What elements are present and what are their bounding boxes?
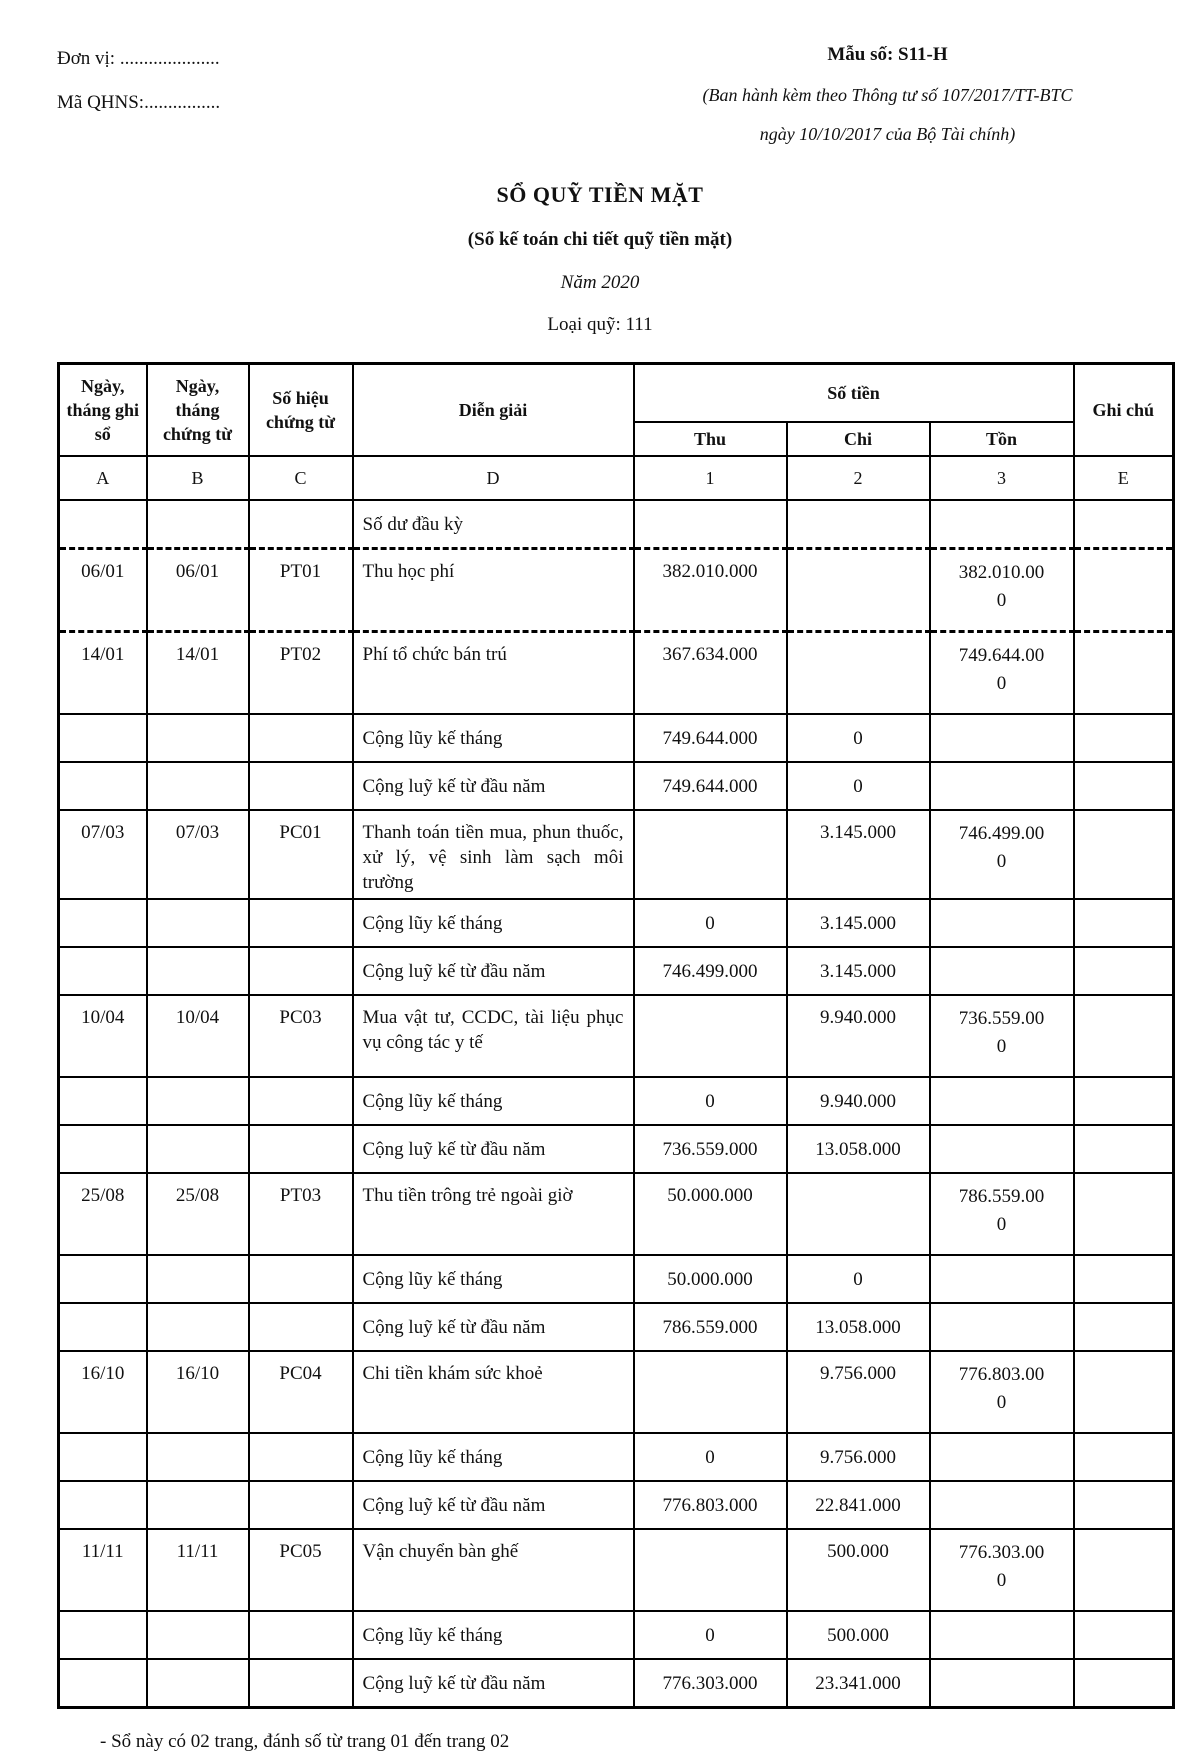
cell-ghi-chu [1074,1255,1174,1303]
cell-so-hieu [249,1433,353,1481]
cell-ton [930,1611,1074,1659]
table-row [59,1659,1174,1708]
cell-ton [930,1077,1074,1125]
table-row [59,549,1174,632]
table-row [59,500,1174,549]
header-chi: Chi [787,422,930,456]
table-head [59,364,1174,501]
column-letter: B [147,456,249,500]
cell-ton: 382.010.000 [930,549,1074,632]
cell-thu: 50.000.000 [634,1173,787,1255]
cell-ngay-chung-tu [147,500,249,549]
cell-thu: 367.634.000 [634,632,787,715]
table-row [59,899,1174,947]
cell-so-hieu [249,1077,353,1125]
column-letter: 2 [787,456,930,500]
cell-ngay-ghi-so [59,1611,147,1659]
cell-dien-giai: Số dư đầu kỳ [353,500,634,549]
cell-thu: 382.010.000 [634,549,787,632]
table-row [59,1611,1174,1659]
cell-chi: 500.000 [787,1529,930,1611]
cell-dien-giai: Cộng lũy kế tháng [353,1077,634,1125]
cell-ngay-ghi-so: 07/03 [59,810,147,899]
cell-ghi-chu [1074,1433,1174,1481]
cell-ton [930,714,1074,762]
column-letter: C [249,456,353,500]
cell-ghi-chu [1074,549,1174,632]
cell-ghi-chu [1074,1125,1174,1173]
cell-dien-giai: Thu học phí [353,549,634,632]
cell-ngay-chung-tu [147,1611,249,1659]
cell-ghi-chu [1074,1529,1174,1611]
cell-dien-giai: Mua vật tư, CCDC, tài liệu phục vụ công tác y tế [353,995,634,1077]
issued-line-1: (Ban hành kèm theo Thông tư số 107/2017/TT-BTC [702,85,1073,105]
header-date-document: Ngày, tháng chứng từ [147,364,249,457]
cell-ghi-chu [1074,632,1174,715]
page-title: SỔ QUỸ TIỀN MẶT [496,182,704,207]
cell-ton [930,947,1074,995]
cell-ngay-chung-tu [147,1659,249,1708]
cell-chi [787,632,930,715]
cell-ngay-ghi-so [59,1481,147,1529]
cell-chi: 13.058.000 [787,1125,930,1173]
cell-dien-giai: Cộng lũy kế tháng [353,1611,634,1659]
cell-so-hieu: PC01 [249,810,353,899]
cell-ngay-chung-tu [147,1433,249,1481]
cell-ngay-ghi-so [59,714,147,762]
table-row [59,1173,1174,1255]
cell-ghi-chu [1074,762,1174,810]
cell-so-hieu: PC05 [249,1529,353,1611]
cell-chi: 9.940.000 [787,995,930,1077]
cell-dien-giai: Cộng luỹ kế từ đầu năm [353,1659,634,1708]
cell-ton [930,500,1074,549]
cell-ton: 749.644.000 [930,632,1074,715]
title-block [0,182,1200,336]
cell-ton [930,1659,1074,1708]
cell-ngay-chung-tu [147,1303,249,1351]
cell-so-hieu [249,1125,353,1173]
cell-ngay-ghi-so: 16/10 [59,1351,147,1433]
header-date-recorded: Ngày, tháng ghi sổ [59,364,147,457]
cell-ngay-ghi-so [59,1125,147,1173]
cell-chi: 500.000 [787,1611,930,1659]
cell-ngay-chung-tu [147,1481,249,1529]
table-row [59,1351,1174,1433]
cell-ngay-ghi-so: 10/04 [59,995,147,1077]
cell-chi: 9.756.000 [787,1433,930,1481]
table-row [59,1303,1174,1351]
table-row [59,995,1174,1077]
issued-line-2: ngày 10/10/2017 của Bộ Tài chính) [759,124,1016,144]
cell-thu: 0 [634,1433,787,1481]
cell-ngay-ghi-so [59,1433,147,1481]
header-thu: Thu [634,422,787,456]
cell-ghi-chu [1074,1303,1174,1351]
cell-ngay-ghi-so [59,1255,147,1303]
cell-ghi-chu [1074,810,1174,899]
cell-ngay-chung-tu: 10/04 [147,995,249,1077]
table-row [59,810,1174,899]
table-row [59,1529,1174,1611]
cell-thu: 50.000.000 [634,1255,787,1303]
cell-ngay-ghi-so [59,1659,147,1708]
cell-ngay-ghi-so: 25/08 [59,1173,147,1255]
cell-chi: 0 [787,714,930,762]
cell-chi: 13.058.000 [787,1303,930,1351]
cell-dien-giai: Cộng luỹ kế từ đầu năm [353,1125,634,1173]
cell-thu: 776.303.000 [634,1659,787,1708]
column-letter: A [59,456,147,500]
cell-so-hieu [249,1611,353,1659]
org-block [57,48,220,136]
cell-ngay-chung-tu [147,1125,249,1173]
cell-ngay-chung-tu [147,947,249,995]
fund-type-label: Loại quỹ: 111 [547,314,653,335]
cell-dien-giai: Cộng lũy kế tháng [353,1433,634,1481]
cell-ghi-chu [1074,1481,1174,1529]
cell-ghi-chu [1074,1611,1174,1659]
cell-ngay-chung-tu: 16/10 [147,1351,249,1433]
cell-ngay-ghi-so [59,1077,147,1125]
cell-ton: 786.559.000 [930,1173,1074,1255]
cell-ton [930,1125,1074,1173]
cell-ngay-ghi-so [59,899,147,947]
column-letter: D [353,456,634,500]
cell-ghi-chu [1074,1077,1174,1125]
cell-so-hieu: PT02 [249,632,353,715]
cell-dien-giai: Cộng lũy kế tháng [353,1255,634,1303]
cell-ton: 736.559.000 [930,995,1074,1077]
cell-so-hieu: PT03 [249,1173,353,1255]
cell-thu: 0 [634,1077,787,1125]
form-block [640,44,1135,163]
cell-so-hieu [249,947,353,995]
cell-thu: 749.644.000 [634,714,787,762]
cell-chi: 0 [787,1255,930,1303]
cell-chi: 22.841.000 [787,1481,930,1529]
unit-label: Đơn vị: ..................... [57,48,220,69]
header-amount-group: Số tiền [634,364,1074,423]
cell-dien-giai: Vận chuyển bàn ghế [353,1529,634,1611]
cell-thu: 786.559.000 [634,1303,787,1351]
table-row [59,1077,1174,1125]
cell-ton [930,1433,1074,1481]
cell-dien-giai: Cộng luỹ kế từ đầu năm [353,1481,634,1529]
column-letter: 1 [634,456,787,500]
cell-ton: 746.499.000 [930,810,1074,899]
cell-so-hieu [249,1659,353,1708]
cell-chi: 3.145.000 [787,810,930,899]
cell-ngay-ghi-so: 06/01 [59,549,147,632]
cell-so-hieu [249,714,353,762]
cell-thu [634,1529,787,1611]
cell-chi [787,500,930,549]
cell-thu: 0 [634,899,787,947]
cell-ton [930,1255,1074,1303]
cell-ngay-ghi-so: 14/01 [59,632,147,715]
cell-dien-giai: Cộng luỹ kế từ đầu năm [353,762,634,810]
cash-ledger-table [57,362,1175,1709]
document-header [0,0,1200,168]
header-note: Ghi chú [1074,364,1174,457]
table-row [59,1433,1174,1481]
cell-ngay-chung-tu [147,1077,249,1125]
cell-dien-giai: Cộng lũy kế tháng [353,714,634,762]
cell-chi: 9.756.000 [787,1351,930,1433]
cell-ngay-ghi-so [59,947,147,995]
cell-ngay-chung-tu [147,899,249,947]
table-row [59,947,1174,995]
cell-dien-giai: Thanh toán tiền mua, phun thuốc, xử lý, vệ sinh làm sạch môi trường [353,810,634,899]
cell-thu: 776.803.000 [634,1481,787,1529]
cell-ghi-chu [1074,1173,1174,1255]
cell-so-hieu: PT01 [249,549,353,632]
cell-ghi-chu [1074,500,1174,549]
cell-thu [634,500,787,549]
cell-ngay-chung-tu [147,762,249,810]
form-number: Mẫu số: S11-H [827,44,948,65]
cell-thu: 746.499.000 [634,947,787,995]
cell-ngay-chung-tu: 25/08 [147,1173,249,1255]
cell-so-hieu [249,1481,353,1529]
cell-ghi-chu [1074,1659,1174,1708]
cell-ngay-chung-tu: 14/01 [147,632,249,715]
cell-ngay-chung-tu [147,714,249,762]
column-letter: E [1074,456,1174,500]
cell-ngay-chung-tu: 06/01 [147,549,249,632]
cell-thu [634,995,787,1077]
cell-thu: 749.644.000 [634,762,787,810]
cell-ngay-chung-tu: 07/03 [147,810,249,899]
cell-so-hieu [249,500,353,549]
cell-dien-giai: Thu tiền trông trẻ ngoài giờ [353,1173,634,1255]
cell-chi [787,549,930,632]
table-row [59,632,1174,715]
cell-ton [930,1481,1074,1529]
cell-ghi-chu [1074,899,1174,947]
cell-ngay-ghi-so: 11/11 [59,1529,147,1611]
year-label: Năm 2020 [560,272,640,293]
cell-so-hieu [249,1303,353,1351]
table-row [59,1125,1174,1173]
cell-chi: 3.145.000 [787,899,930,947]
cell-so-hieu [249,762,353,810]
cell-thu: 736.559.000 [634,1125,787,1173]
table-row [59,1255,1174,1303]
qhns-code-label: Mã QHNS:................ [57,92,221,113]
cell-dien-giai: Chi tiền khám sức khoẻ [353,1351,634,1433]
cell-chi: 0 [787,762,930,810]
cell-ton: 776.803.000 [930,1351,1074,1433]
cell-ton [930,899,1074,947]
header-description: Diễn giải [353,364,634,457]
cell-chi [787,1173,930,1255]
cell-so-hieu [249,899,353,947]
cell-ngay-ghi-so [59,762,147,810]
cell-thu: 0 [634,1611,787,1659]
cell-ngay-ghi-so [59,1303,147,1351]
cell-ngay-ghi-so [59,500,147,549]
cell-ngay-chung-tu: 11/11 [147,1529,249,1611]
cell-ton [930,1303,1074,1351]
table-row [59,1481,1174,1529]
cell-chi: 9.940.000 [787,1077,930,1125]
cell-ton: 776.303.000 [930,1529,1074,1611]
cell-so-hieu: PC04 [249,1351,353,1433]
cell-chi: 3.145.000 [787,947,930,995]
footer-note: - Sổ này có 02 trang, đánh số từ trang 01 đến trang 02 [100,1731,510,1752]
cell-ghi-chu [1074,1351,1174,1433]
cell-thu [634,1351,787,1433]
table-row [59,714,1174,762]
cell-so-hieu: PC03 [249,995,353,1077]
cell-ton [930,762,1074,810]
cell-ghi-chu [1074,947,1174,995]
page-subtitle: (Sổ kế toán chi tiết quỹ tiền mặt) [467,229,733,250]
header-doc-number: Số hiệu chứng từ [249,364,353,457]
cell-dien-giai: Cộng luỹ kế từ đầu năm [353,947,634,995]
cell-dien-giai: Phí tổ chức bán trú [353,632,634,715]
cell-so-hieu [249,1255,353,1303]
table-body [59,500,1174,1708]
cell-ghi-chu [1074,995,1174,1077]
cell-ghi-chu [1074,714,1174,762]
cell-chi: 23.341.000 [787,1659,930,1708]
column-letter: 3 [930,456,1074,500]
cell-ngay-chung-tu [147,1255,249,1303]
table-row [59,762,1174,810]
header-ton: Tồn [930,422,1074,456]
cell-dien-giai: Cộng lũy kế tháng [353,899,634,947]
cell-thu [634,810,787,899]
cell-dien-giai: Cộng luỹ kế từ đầu năm [353,1303,634,1351]
